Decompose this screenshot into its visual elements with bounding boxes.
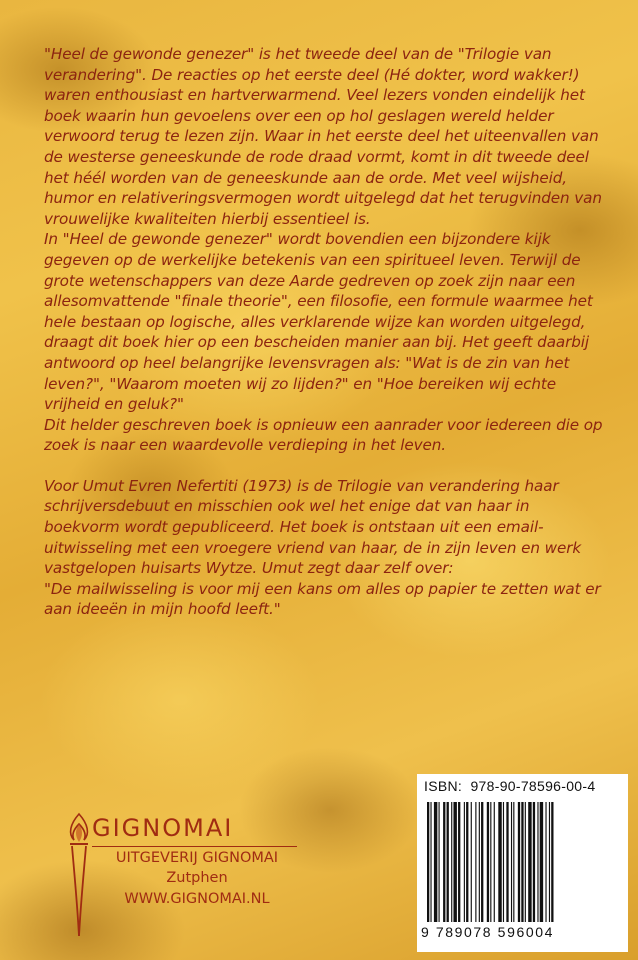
flame-torch-icon [62, 810, 96, 940]
description-paragraph-1: "Heel de gewonde genezer" is het tweede deel van de "Trilogie van verandering". De reacties op het eerste deel (Hé dokter, word wakker!) waren enthousiast en hartverwarmend. Veel lezers vonden eindelijk het boek waarin hun gevoelens over een op hol geslagen wereld helder verwoord terug te lezen zijn. Waar in het eerste deel het uiteenvallen van de westerse geneeskunde de rode draad vormt, komt in dit tweede deel het héél worden van de geneeskunde aan de orde. Met veel wijsheid, humor en relativeringsvermogen wordt uitgelegd dat het terugvinden van vrouwelijke kwaliteiten hierbij essentieel is. [44, 45, 602, 228]
isbn-label [424, 778, 595, 794]
back-cover-text [44, 44, 604, 620]
description-paragraph-3: Dit helder geschreven boek is opnieuw een aanrader voor iedereen die op zoek is naar een waardevolle verdieping in het leven. [44, 415, 603, 455]
description-paragraph-2: In "Heel de gewonde genezer" wordt bovendien een bijzondere kijk gegeven op de werkelijke betekenis van een spiritueel leven. Terwijl de grote wetenschappers van deze Aarde gedreven op zoek zijn naar een allesomvattende "finale theorie", een filosofie, een formule waarmee het hele bestaan op logische, alles verklarende wijze kan worden uitgelegd, draagt dit boek hier op een bescheiden manier aan bij. Het geeft daarbij antwoord op heel belangrijke levensvragen als: "Wat is de zin van het leven?", "Waarom moeten wij zo lijden?" en "Hoe bereiken wij echte vrijheid en geluk?" [44, 230, 593, 414]
publisher-city: Zutphen [166, 870, 228, 886]
isbn-barcode-box [417, 774, 628, 952]
isbn-prefix: ISBN: [424, 778, 463, 794]
barcode-digits: 9 789078 596004 [421, 924, 554, 940]
publisher-logo-text: GIGNOMAI [92, 814, 234, 842]
barcode-icon [427, 802, 622, 922]
author-bio-paragraph: Voor Umut Evren Nefertiti (1973) is de Trilogie van verandering haar schrijversdebuut en misschien ook wel het enige dat van haar in boekvorm wordt gepubliceerd. Het boek is ontstaan uit een email-uitwisseling met een vroegere vriend van haar, de in zijn leven en werk vastgelopen huisarts Wytze. Umut zegt daar zelf over: [44, 476, 582, 578]
publisher-divider [92, 846, 297, 847]
publisher-name: UITGEVERIJ GIGNOMAI [115, 850, 279, 866]
author-quote: "De mailwisseling is voor mij een kans om alles op papier te zetten wat er aan ideeën in mijn hoofd leeft." [44, 579, 601, 619]
isbn-number: 978-90-78596-00-4 [470, 778, 596, 794]
publisher-website: WWW.GIGNOMAI.NL [124, 891, 270, 907]
publisher-block [62, 810, 322, 930]
